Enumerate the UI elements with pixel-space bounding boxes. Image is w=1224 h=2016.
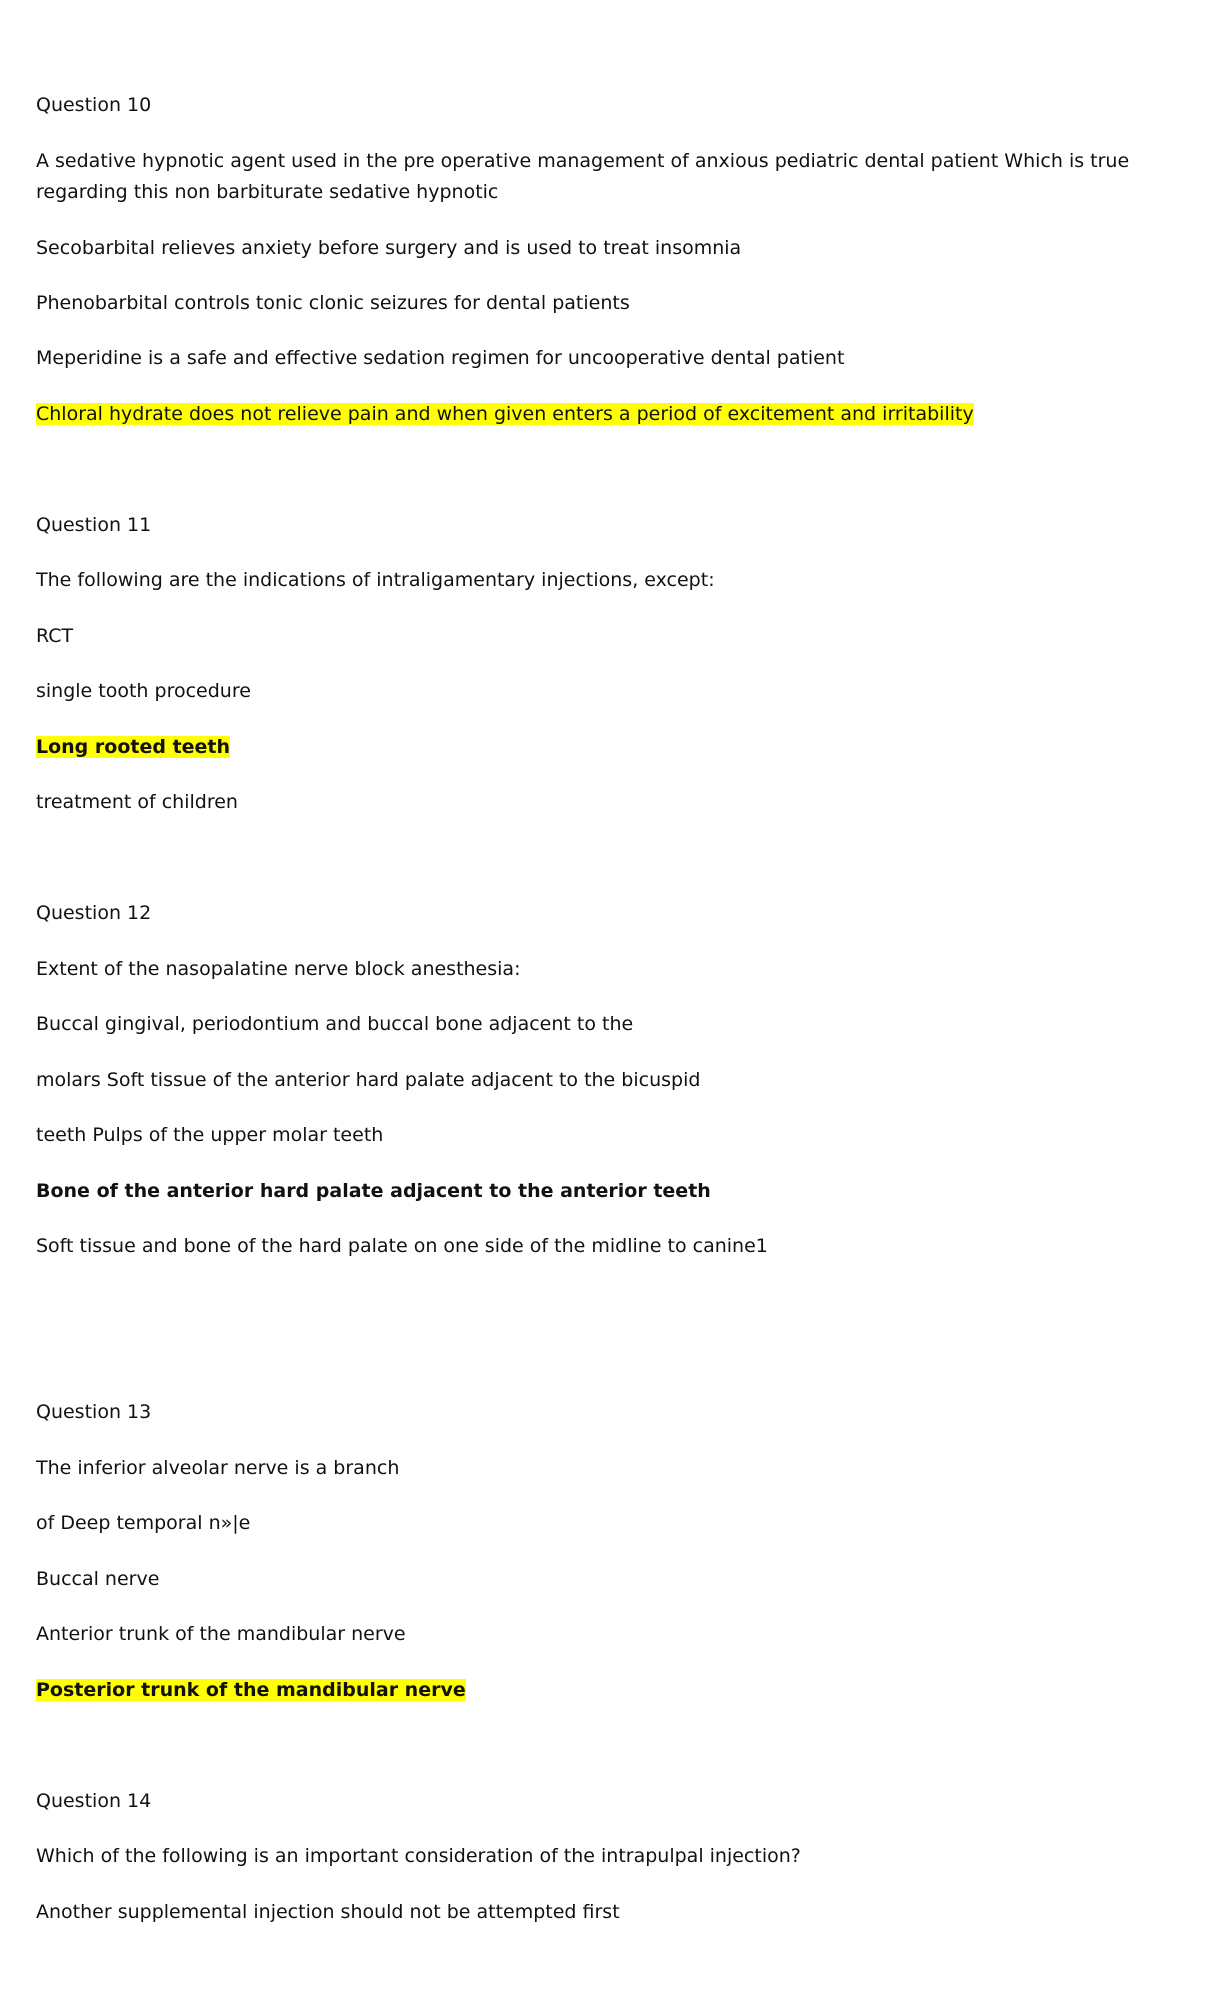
question-12-option-3: teeth Pulps of the upper molar teeth [36,1124,384,1146]
question-14-prompt: Which of the following is an important consideration of the intrapulpal injection? [36,1845,801,1867]
question-13-option-1: of Deep temporal n»|e [36,1512,251,1534]
question-11-prompt: The following are the indications of intraligamentary injections, except: [36,569,715,591]
question-11-option-3 [36,735,230,759]
question-12-option-5: Soft tissue and bone of the hard palate on one side of the midline to canine1 [36,1235,768,1257]
question-10-heading: Question 10 [36,94,152,116]
highlighted-answer: Posterior trunk of the mandibular nerve [36,1679,466,1701]
question-13-prompt: The inferior alveolar nerve is a branch [36,1457,400,1479]
question-11-option-1: RCT [36,625,74,647]
question-11-heading: Question 11 [36,514,152,536]
question-12-option-4: Bone of the anterior hard palate adjacent to the anterior teeth [36,1180,711,1202]
highlighted-answer: Chloral hydrate does not relieve pain and when given enters a period of excitement and irritability [36,403,974,425]
question-11-option-2: single tooth procedure [36,680,251,702]
question-13-option-4 [36,1678,466,1702]
question-12-prompt: Extent of the nasopalatine nerve block anesthesia: [36,958,521,980]
question-10-option-4 [36,402,974,426]
question-10-prompt: A sedative hypnotic agent used in the pre operative management of anxious pediatric dental patient Which is true regarding this non barbiturate sedative hypnotic [36,150,1130,203]
question-12-option-2: molars Soft tissue of the anterior hard palate adjacent to the bicuspid [36,1069,701,1091]
question-12-heading: Question 12 [36,902,152,924]
question-10-option-3: Meperidine is a safe and effective sedation regimen for uncooperative dental patient [36,347,845,369]
question-10-option-1: Secobarbital relieves anxiety before surgery and is used to treat insomnia [36,237,742,259]
question-13-option-2: Buccal nerve [36,1568,160,1590]
question-14-option-1: Another supplemental injection should not be attempted first [36,1901,620,1923]
question-10-option-2: Phenobarbital controls tonic clonic seizures for dental patients [36,292,630,314]
highlighted-answer: Long rooted teeth [36,736,231,758]
question-11-option-4: treatment of children [36,791,238,813]
question-13-heading: Question 13 [36,1401,152,1423]
question-14-heading: Question 14 [36,1790,152,1812]
question-12-option-1: Buccal gingival, periodontium and buccal bone adjacent to the [36,1013,634,1035]
question-13-option-3: Anterior trunk of the mandibular nerve [36,1623,406,1645]
